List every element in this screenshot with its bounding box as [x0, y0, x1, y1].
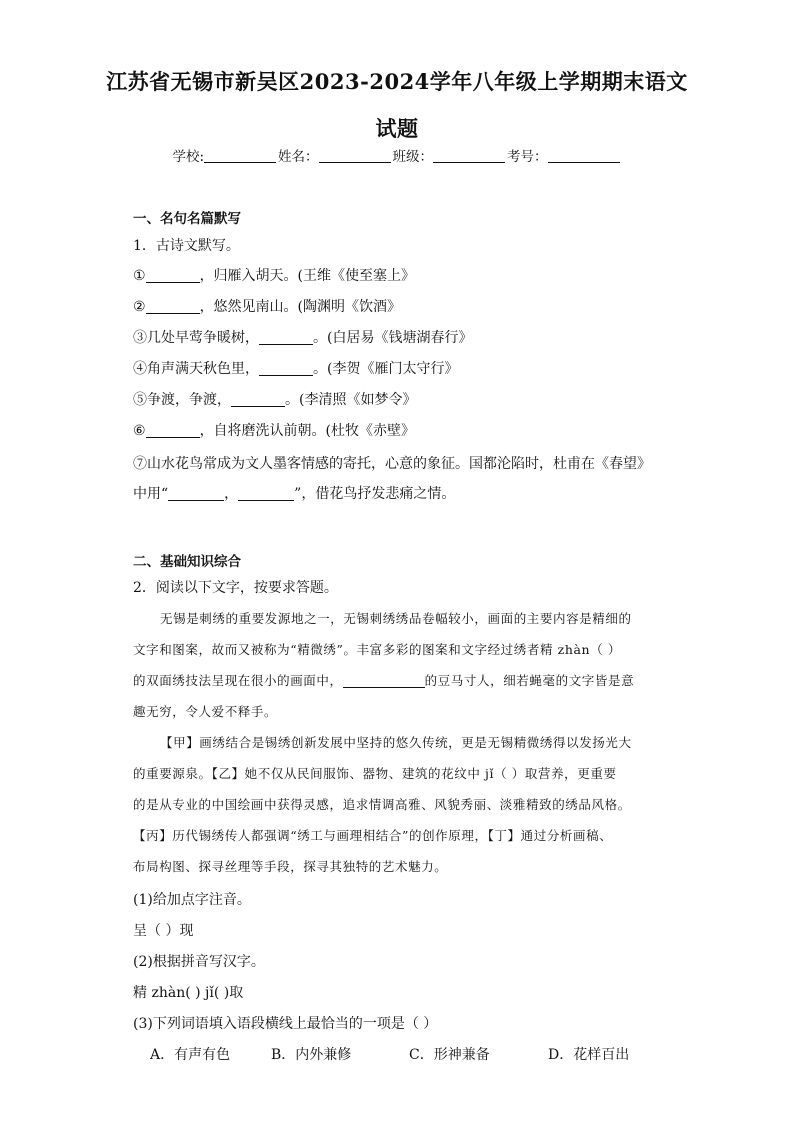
option-a: A．有声有色 — [150, 1047, 231, 1063]
school-label: 学校: — [172, 149, 205, 165]
answer-blank — [259, 330, 313, 345]
item-post: ，自将磨洗认前朝。(杜牧《赤壁》 — [199, 423, 416, 439]
answer-blank — [343, 673, 425, 688]
passage-line: 的重要源泉。【乙】她不仅从民间服饰、器物、建筑的花纹中 jǐ（ ）取营养，更重要 — [133, 766, 617, 781]
class-blank — [433, 149, 505, 163]
poem-item-5 — [133, 389, 416, 409]
item-pre: ③几处早莺争暖树， — [133, 330, 259, 346]
item-pre: ④角声满天秋色里， — [133, 361, 259, 377]
sub-answer-2: 精 zhàn( ) jǐ( )取 — [133, 985, 244, 1001]
student-info-row — [0, 145, 794, 165]
poem-item-2 — [133, 296, 401, 316]
item-pre: ⑤争渡，争渡， — [133, 392, 231, 408]
item-post: 。(李清照《如梦令》 — [285, 392, 417, 408]
page-title-line2: 试题 — [375, 116, 419, 141]
answer-blank — [146, 423, 200, 438]
sub-question-2: (2)根据拼音写汉字。 — [133, 954, 265, 970]
passage-line — [133, 671, 634, 689]
passage-line: 【甲】画绣结合是锡绣创新发展中坚持的悠久传统，更是无锡精微绣得以发扬光大 — [160, 735, 632, 750]
answer-blank — [238, 486, 294, 501]
option-b: B．内外兼修 — [271, 1047, 352, 1063]
passage-text: 的双面绣技法呈现在很小的画面中， — [133, 673, 343, 688]
passage-text: 的豆马寸人，细若蝇毫的文字皆是意 — [424, 673, 635, 688]
poem-item-6 — [133, 420, 415, 440]
name-label: 姓名： — [278, 149, 319, 165]
passage-line: 无锡是刺绣的重要发源地之一，无锡刺绣绣品卷幅较小，画面的主要内容是精细的 — [160, 611, 632, 626]
sub-question-3: (3)下列词语填入语段横线上最恰当的一项是（ ） — [133, 1016, 438, 1032]
poem-item-7-line1: ⑦山水花鸟常成为文人墨客情感的寄托，心意的象征。国都沦陷时，杜甫在《春望》 — [133, 456, 651, 472]
question-2: 2．阅读以下文字，按要求答题。 — [133, 580, 338, 596]
page-title: 江苏省无锡市新吴区2023-2024学年八年级上学期期末语文 — [106, 69, 688, 94]
item-post: ，归雁入胡天。(王维《使至塞上》 — [199, 268, 416, 284]
passage-line: 文字和图案，故而又被称为“精微绣”。丰富多彩的图案和文字经过绣者精 zhàn（ ） — [133, 642, 621, 657]
answer-blank — [231, 392, 285, 407]
poem-item-1 — [133, 265, 415, 285]
passage-line: 布局构图、探寻丝理等手段，探寻其独特的艺术魅力。 — [133, 859, 448, 874]
question-1: 1．古诗文默写。 — [133, 238, 240, 254]
school-blank — [204, 149, 276, 163]
passage-line: 趣无穷，令人爱不释手。 — [133, 704, 278, 719]
item-pre: ① — [133, 268, 146, 284]
section2-heading: 二、基础知识综合 — [133, 554, 241, 570]
option-c: C．形神兼备 — [409, 1047, 490, 1063]
option-d: D．花样百出 — [548, 1047, 630, 1063]
class-label: 班级： — [392, 149, 434, 165]
answer-blank — [146, 299, 200, 314]
item-post: 。(白居易《钱塘湖春行》 — [313, 330, 473, 346]
sub-answer-1: 呈（ ）现 — [133, 923, 194, 939]
passage-line: 【丙】历代锡绣传人都强调“绣工与画理相结合”的创作原理，【丁】通过分析画稿、 — [133, 828, 613, 843]
number-blank — [548, 149, 620, 163]
answer-blank — [259, 361, 313, 376]
number-label: 考号： — [507, 149, 548, 165]
poem-item-4 — [133, 358, 458, 378]
item-pre: 中用“ — [133, 486, 169, 502]
answer-blank — [168, 486, 224, 501]
item-post: ，悠然见南山。(陶渊明《饮酒》 — [199, 299, 402, 315]
poem-item-3 — [133, 327, 472, 347]
passage-line: 的是从专业的中国绘画中获得灵感，追求情调高雅、风貌秀丽、淡雅精致的绣品风格。 — [133, 797, 631, 812]
sub-question-1: (1)给加点字注音。 — [133, 892, 251, 908]
item-mid: ， — [224, 486, 239, 502]
item-post: ”，借花鸟抒发悲痛之情。 — [294, 486, 456, 502]
section1-heading: 一、名句名篇默写 — [133, 211, 241, 227]
item-pre: ② — [133, 299, 146, 315]
answer-blank — [146, 268, 200, 283]
poem-item-7-line2 — [133, 483, 455, 503]
item-pre: ⑥ — [133, 423, 146, 439]
name-blank — [319, 149, 391, 163]
item-post: 。(李贺《雁门太守行》 — [313, 361, 459, 377]
